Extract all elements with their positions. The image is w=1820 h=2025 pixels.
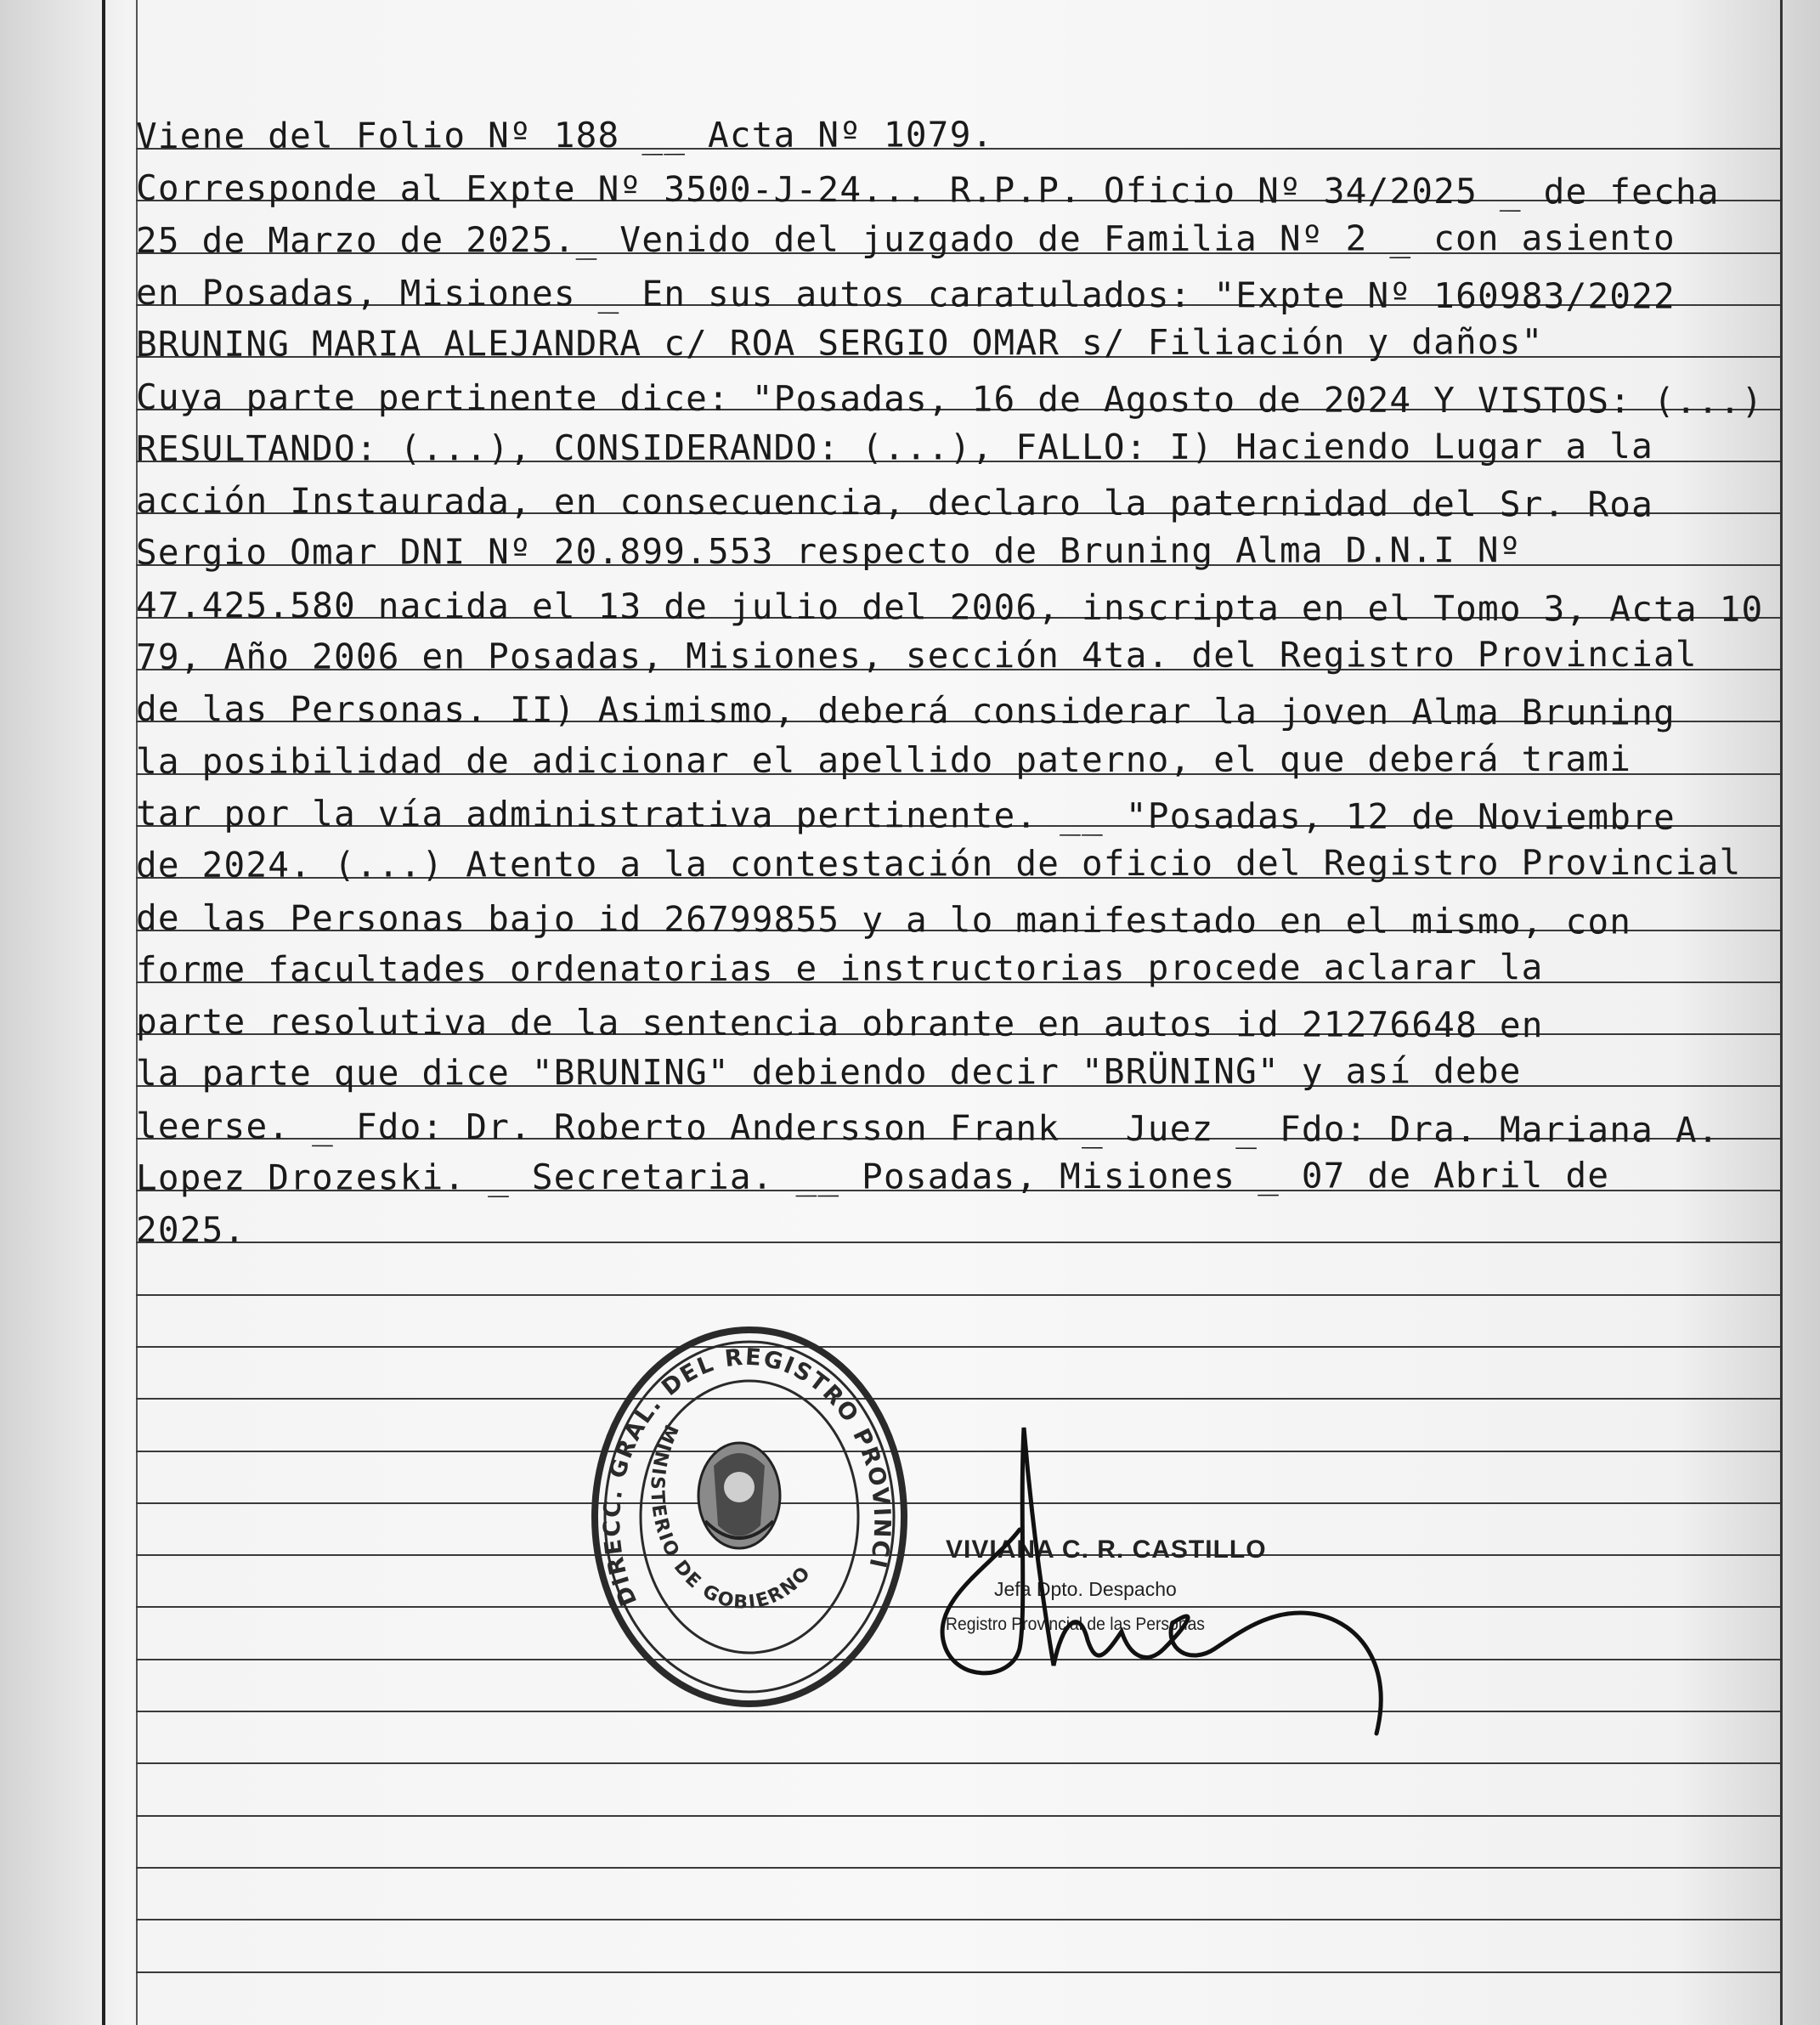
signer-role: Jefa Dpto. Despacho: [994, 1578, 1177, 1600]
text-line-20: leerse. _ Fdo: Dr. Roberto Andersson Frank _ Juez _ Fdo: Dra. Mariana A.: [136, 1105, 1720, 1151]
text-line-21: Lopez Drozeski. _ Secretaria. __ Posadas, Misiones _ 07 de Abril de: [135, 1154, 1610, 1198]
text-line-4: en Posadas, Misiones _ En sus autos caratulados: "Expte Nº 160983/2022: [136, 271, 1676, 317]
text-line-13: la posibilidad de adicionar el apellido paterno, el que deberá trami: [135, 738, 1632, 782]
ruled-line: [136, 1346, 1780, 1348]
text-line-8: acción Instaurada, en consecuencia, declaro la paternidad del Sr. Roa: [136, 480, 1654, 525]
text-line-5: BRUNING MARIA ALEJANDRA c/ ROA SERGIO OMAR s/ Filiación y daños": [135, 321, 1544, 365]
text-line-3: 25 de Marzo de 2025._ Venido del juzgado de Familia Nº 2 _ con asiento: [135, 217, 1676, 261]
handwritten-signature: [918, 1411, 1410, 1768]
ruled-line: [136, 1867, 1780, 1869]
text-line-1: Viene del Folio Nº 188 __ Acta Nº 1079.: [135, 114, 994, 156]
ruled-line: [136, 1815, 1780, 1817]
ruled-line: [136, 1919, 1780, 1920]
ruled-line: [136, 1398, 1780, 1400]
text-line-9: Sergio Omar DNI Nº 20.899.553 respecto de Bruning Alma D.N.I Nº: [135, 529, 1522, 574]
text-line-6: Cuya parte pertinente dice: "Posadas, 16 de Agosto de 2024 Y VISTOS: (...): [136, 376, 1764, 421]
text-line-2: Corresponde al Expte Nº 3500-J-24... R.P.P. Oficio Nº 34/2025 _ de fecha: [136, 167, 1720, 213]
text-line-7: RESULTANDO: (...), CONSIDERANDO: (...), FALLO: I) Haciendo Lugar a la: [135, 425, 1654, 469]
text-line-16: de las Personas bajo id 26799855 y a lo manifestado en el mismo, con: [136, 897, 1632, 942]
text-line-10: 47.425.580 nacida el 13 de julio del 2006, inscripta en el Tomo 3, Acta 10: [136, 584, 1764, 630]
coat-of-arms-emblem: [698, 1443, 780, 1548]
right-margin-line: [1780, 0, 1783, 2025]
signer-name: VIVIANA C. R. CASTILLO: [946, 1536, 1267, 1564]
text-line-11: 79, Año 2006 en Posadas, Misiones, sección 4ta. del Registro Provincial: [135, 633, 1698, 677]
text-line-18: parte resolutiva de la sentencia obrante en autos id 21276648 en: [136, 1001, 1544, 1046]
official-seal-stamp: [586, 1321, 913, 1712]
text-line-14: tar por la vía administrativa pertinente. __ "Posadas, 12 de Noviembre: [136, 792, 1676, 838]
ruled-line: [136, 1294, 1780, 1296]
text-line-22: 2025.: [136, 1209, 246, 1251]
seal-outer-text: DIRECC. GRAL. DEL REGISTRO PROVINCI: [599, 1343, 896, 1610]
text-line-19: la parte que dice "BRUNING" debiendo decir "BRÜNING" y así debe: [135, 1050, 1522, 1095]
left-margin-line: [102, 0, 105, 2025]
text-line-17: forme facultades ordenatorias e instructorias procede aclarar la: [135, 946, 1544, 990]
seal-inner-text: MINISTERIO DE GOBIERNO: [646, 1421, 816, 1614]
text-line-15: de 2024. (...) Atento a la contestación de oficio del Registro Provincial: [135, 841, 1742, 886]
text-line-12: de las Personas. II) Asimismo, deberá considerar la joven Alma Bruning: [136, 688, 1676, 734]
signer-office: Registro Provincial de las Personas: [946, 1615, 1205, 1634]
ruled-line: [136, 1971, 1780, 1973]
